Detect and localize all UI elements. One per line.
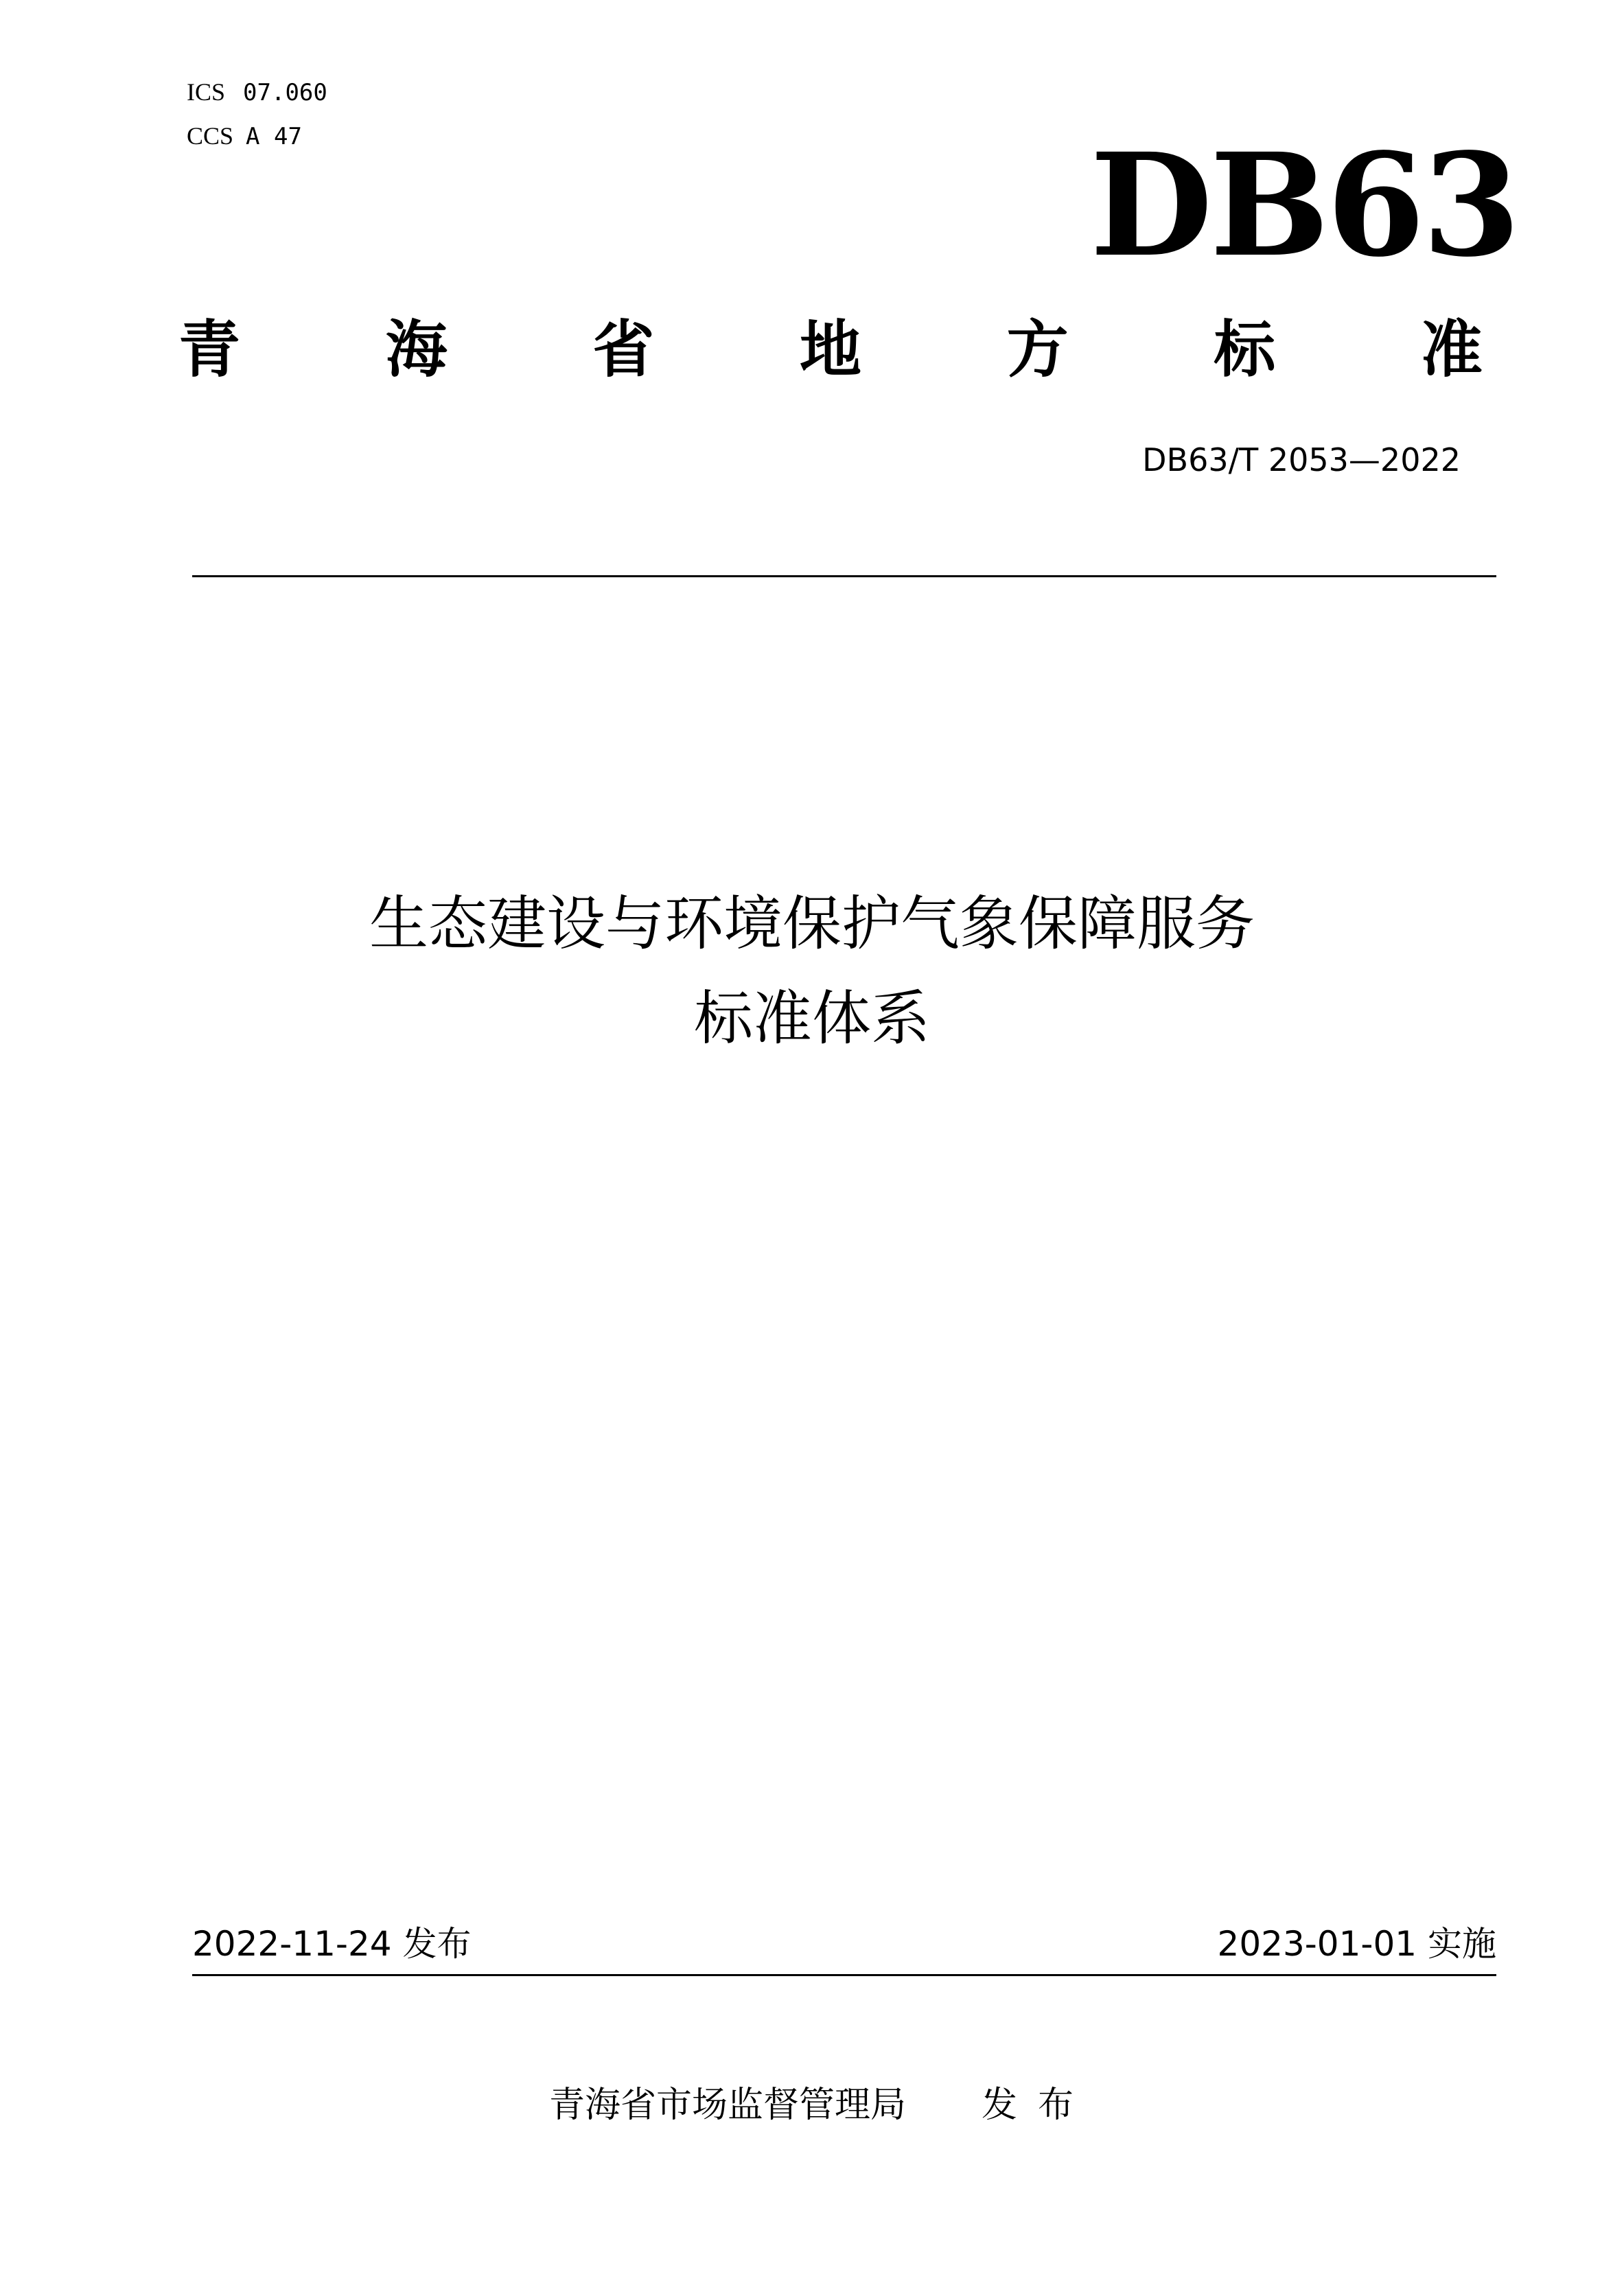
standard-type-char: 地 bbox=[799, 314, 861, 386]
db63-logo: DB63 bbox=[1090, 122, 1518, 288]
standard-type-heading bbox=[178, 312, 1483, 388]
standard-type-char: 准 bbox=[1420, 314, 1483, 386]
ccs-label: CCS bbox=[187, 122, 234, 150]
standard-type-char: 青 bbox=[178, 314, 240, 386]
standard-type-char: 标 bbox=[1214, 314, 1276, 386]
ics-label: ICS bbox=[187, 78, 226, 106]
ics-code: 07.060 bbox=[243, 79, 327, 106]
standard-type-char: 海 bbox=[385, 314, 448, 386]
publish-action: 发布 bbox=[982, 2085, 1095, 2126]
ics-classification bbox=[187, 77, 327, 108]
publisher-line bbox=[549, 2081, 1094, 2129]
issue-date: 2022-11-24 发布 bbox=[192, 1924, 472, 1964]
standard-number: DB63/T 2053—2022 bbox=[1142, 441, 1461, 478]
implementation-date: 2023-01-01 实施 bbox=[1217, 1924, 1496, 1964]
top-divider bbox=[192, 575, 1496, 577]
publisher-name: 青海省市场监督管理局 bbox=[549, 2085, 907, 2126]
document-title-line-1: 生态建设与环境保护气象保障服务 bbox=[369, 890, 1255, 958]
standard-type-char: 方 bbox=[1006, 314, 1069, 386]
ccs-code: A 47 bbox=[246, 123, 302, 150]
standard-type-char: 省 bbox=[592, 314, 655, 386]
bottom-divider bbox=[192, 1974, 1496, 1976]
ccs-classification bbox=[187, 121, 302, 152]
document-title-line-2: 标准体系 bbox=[694, 984, 930, 1053]
